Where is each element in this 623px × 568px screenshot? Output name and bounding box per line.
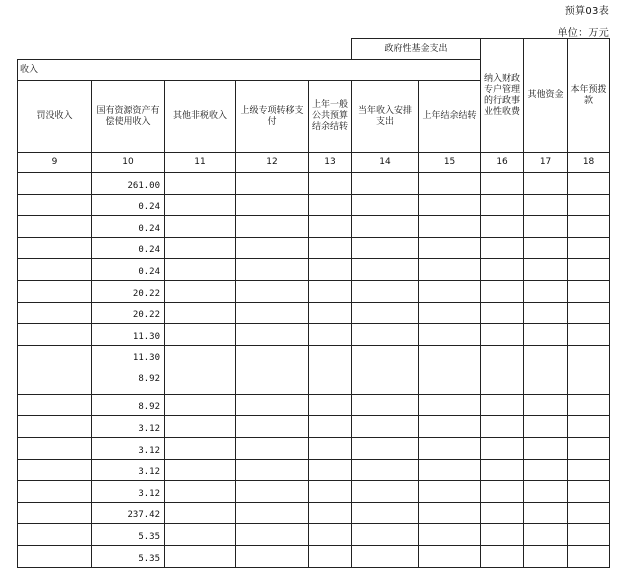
empty-cell [352,481,419,503]
empty-cell [352,524,419,546]
table-row [18,216,610,238]
index-cell: 18 [568,153,610,173]
table-row [18,237,610,259]
empty-cell [309,481,352,503]
col10-value-cell: 3.12 [92,437,165,459]
empty-cell [419,280,481,302]
empty-cell [18,524,92,546]
empty-cell [568,481,610,503]
table-row [18,459,610,481]
empty-cell [568,302,610,324]
col10-value-cell: 8.92 [92,394,165,416]
empty-cell [165,237,236,259]
empty-cell [568,194,610,216]
index-cell: 15 [419,153,481,173]
empty-cell [18,545,92,567]
index-cell: 9 [18,153,92,173]
col-header-13: 上年一般公共预算结余结转 [309,81,352,153]
empty-cell [309,280,352,302]
empty-cell [352,394,419,416]
table-row [18,437,610,459]
empty-cell [481,416,524,438]
empty-cell [568,459,610,481]
empty-cell [236,237,309,259]
index-cell: 11 [165,153,236,173]
table-row [18,280,610,302]
table-row [18,302,610,324]
empty-cell [352,416,419,438]
empty-cell [481,545,524,567]
empty-cell [568,324,610,346]
empty-cell [165,481,236,503]
empty-cell [524,237,568,259]
empty-cell [165,394,236,416]
empty-cell [524,416,568,438]
empty-cell [309,345,352,394]
empty-cell [419,459,481,481]
empty-cell [18,502,92,524]
col10-value-cell: 0.24 [92,237,165,259]
empty-cell [524,437,568,459]
empty-cell [568,502,610,524]
table-row [18,324,610,346]
empty-cell [481,259,524,281]
col10-value-cell: 20.22 [92,280,165,302]
col10-value-cell: 3.12 [92,459,165,481]
empty-cell [524,216,568,238]
empty-cell [18,237,92,259]
empty-cell [309,194,352,216]
empty-cell [18,216,92,238]
empty-cell [419,216,481,238]
empty-cell [309,545,352,567]
table-row [18,502,610,524]
empty-cell [309,173,352,195]
col10-value-cell: 0.24 [92,259,165,281]
empty-cell [568,259,610,281]
empty-cell [568,345,610,394]
empty-cell [352,194,419,216]
table-row [18,416,610,438]
empty-cell [236,259,309,281]
empty-cell [524,502,568,524]
table-row [18,481,610,503]
budget-table [17,38,610,568]
empty-cell [165,173,236,195]
empty-cell [352,345,419,394]
empty-cell [524,524,568,546]
index-cell: 13 [309,153,352,173]
empty-cell [18,173,92,195]
empty-cell [236,502,309,524]
empty-cell [419,302,481,324]
empty-cell [568,437,610,459]
gov-fund-expense-header: 政府性基金支出 [352,39,481,60]
col10-value-cell: 20.22 [92,302,165,324]
col-header-16: 纳入财政专户管理的行政事业性收费 [481,39,524,153]
col-header-9: 罚没收入 [18,81,92,153]
col10-value-cell: 3.12 [92,416,165,438]
empty-cell [524,459,568,481]
empty-cell [481,345,524,394]
form-code: 预算03表 [564,6,609,17]
empty-cell [309,437,352,459]
empty-cell [352,324,419,346]
empty-cell [309,524,352,546]
table-row [18,545,610,567]
col-header-10: 国有资源资产有偿使用收入 [92,81,165,153]
empty-cell [352,459,419,481]
empty-cell [419,394,481,416]
empty-cell [236,324,309,346]
empty-cell [236,524,309,546]
empty-cell [18,459,92,481]
table-row [18,173,610,195]
col10-value-cell: 11.30 [92,324,165,346]
data-rows [18,173,610,568]
table-row [18,259,610,281]
empty-cell [481,481,524,503]
empty-cell [309,216,352,238]
empty-cell [568,237,610,259]
empty-cell [568,524,610,546]
empty-cell [481,502,524,524]
empty-cell [568,394,610,416]
index-row [18,153,610,173]
empty-cell [352,237,419,259]
empty-cell [236,194,309,216]
empty-cell [18,324,92,346]
empty-cell [524,173,568,195]
empty-cell [18,394,92,416]
index-cell: 17 [524,153,568,173]
empty-cell [481,459,524,481]
empty-cell [419,237,481,259]
empty-cell [18,481,92,503]
table-row [18,345,610,394]
empty-cell [352,545,419,567]
empty-cell [419,259,481,281]
col-header-18: 本年预拨款 [568,39,610,153]
col10-value-cell: 3.12 [92,481,165,503]
empty-cell [236,545,309,567]
empty-cell [165,416,236,438]
empty-cell [236,416,309,438]
empty-cell [524,394,568,416]
empty-cell [18,259,92,281]
empty-cell [236,437,309,459]
empty-cell [18,345,92,394]
col10-value-cell: 5.35 [92,524,165,546]
empty-cell [165,216,236,238]
empty-cell [165,545,236,567]
empty-cell [165,459,236,481]
col-header-17: 其他资金 [524,39,568,153]
empty-cell [568,216,610,238]
header-row-top [18,39,610,60]
empty-cell [309,302,352,324]
empty-cell [18,280,92,302]
empty-cell [419,524,481,546]
empty-cell [481,173,524,195]
empty-cell [419,324,481,346]
empty-cell [524,324,568,346]
empty-cell [165,345,236,394]
empty-cell [165,194,236,216]
index-cell: 10 [92,153,165,173]
col-header-11: 其他非税收入 [165,81,236,153]
empty-cell [481,280,524,302]
empty-cell [165,280,236,302]
col10-value: 8.92 [138,373,160,384]
empty-cell [165,524,236,546]
empty-cell [481,237,524,259]
income-header: 收入 [18,60,481,81]
empty-cell [481,216,524,238]
table-row [18,394,610,416]
table-row [18,524,610,546]
index-cell: 16 [481,153,524,173]
empty-cell [18,416,92,438]
col10-value-cell: 0.24 [92,216,165,238]
empty-cell [419,502,481,524]
index-cell: 14 [352,153,419,173]
empty-cell [165,502,236,524]
empty-cell [419,194,481,216]
col10-value-cell: 0.24 [92,194,165,216]
empty-cell [481,524,524,546]
empty-cell [481,437,524,459]
col-header-12: 上级专项转移支付 [236,81,309,153]
empty-cell [18,437,92,459]
empty-cell [18,194,92,216]
empty-cell [352,280,419,302]
empty-cell [165,302,236,324]
empty-cell [352,173,419,195]
empty-cell [481,394,524,416]
index-cell: 12 [236,153,309,173]
empty-cell [309,394,352,416]
empty-cell [524,194,568,216]
unit-label: 单位：万元 [557,28,609,39]
col10-value: 11.30 [132,352,160,363]
col10-value-cell: 237.42 [92,502,165,524]
empty-cell [524,280,568,302]
empty-cell [309,259,352,281]
empty-cell [309,502,352,524]
col10-value-cell [92,345,165,394]
empty-cell [18,302,92,324]
empty-cell [165,324,236,346]
empty-cell [568,416,610,438]
empty-cell [568,173,610,195]
empty-cell [236,345,309,394]
empty-cell [236,302,309,324]
empty-cell [524,345,568,394]
empty-cell [352,302,419,324]
empty-cell [419,437,481,459]
empty-cell [236,173,309,195]
empty-cell [481,302,524,324]
empty-cell [309,416,352,438]
empty-cell [352,502,419,524]
col10-value-cell: 261.00 [92,173,165,195]
empty-cell [568,545,610,567]
empty-cell [165,259,236,281]
empty-cell [236,216,309,238]
empty-cell [236,394,309,416]
empty-cell [568,280,610,302]
empty-cell [419,345,481,394]
empty-cell [236,280,309,302]
empty-cell [419,173,481,195]
col-header-15: 上年结余结转 [419,81,481,153]
empty-cell [165,437,236,459]
empty-cell [352,259,419,281]
empty-cell [236,481,309,503]
empty-cell [352,216,419,238]
empty-cell [236,459,309,481]
empty-cell [352,437,419,459]
empty-cell [481,324,524,346]
empty-cell [524,259,568,281]
empty-cell [419,416,481,438]
col10-value-cell: 5.35 [92,545,165,567]
empty-cell [309,459,352,481]
table-row [18,194,610,216]
empty-cell [524,481,568,503]
empty-cell [309,237,352,259]
empty-cell [309,324,352,346]
empty-cell [524,545,568,567]
empty-cell [481,194,524,216]
col-header-14: 当年收入安排支出 [352,81,419,153]
empty-cell [524,302,568,324]
empty-cell [419,545,481,567]
empty-cell [419,481,481,503]
